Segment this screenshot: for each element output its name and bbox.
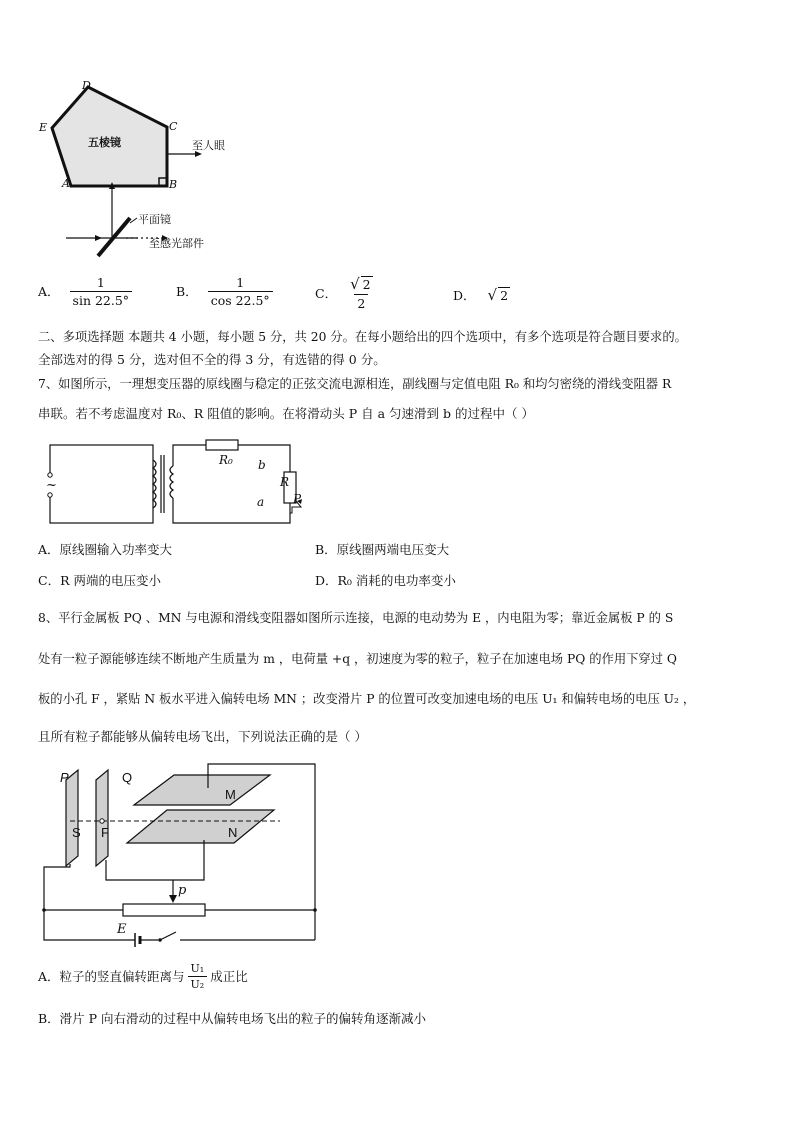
label-hole-f: F	[101, 825, 109, 840]
label-r0: R₀	[219, 453, 233, 467]
fraction	[208, 275, 273, 308]
plate-q	[96, 770, 108, 866]
deflection-circuit	[40, 760, 325, 950]
q8-line2: 处有一粒子源能够连续不断地产生质量为 m ，电荷量 +q ，初速度为零的粒子，粒子在加速电场 PQ 的作用下穿过 Q	[38, 652, 677, 666]
q7-option-d: D．R₀ 消耗的电功率变小	[315, 573, 456, 588]
option-letter: A．	[38, 284, 60, 299]
prism-label: 五棱镜	[88, 136, 121, 149]
q8-line1: 8、平行金属板 PQ 、MN 与电源和滑线变阻器如图所示连接，电源的电动势为 E ，内电阻为零；靠近金属板 P 的 S	[38, 611, 674, 625]
fraction-u1-u2	[188, 962, 208, 991]
section2-line1: 二、多项选择题 本题共 4 小题，每小题 5 分，共 20 分。在每小题给出的四个选项中，有多个选项是符合题目要求的。	[38, 330, 687, 344]
numerator: 1	[96, 275, 105, 290]
q6-option-b	[176, 275, 273, 308]
vertex-b: B	[169, 178, 178, 191]
to-sensor-label: 至感光部件	[149, 237, 204, 250]
denominator: U₂	[188, 976, 208, 991]
label-b: b	[258, 458, 266, 472]
label-p: P	[293, 492, 302, 506]
plate-n	[127, 810, 274, 843]
fraction	[347, 275, 376, 311]
q8-option-a	[38, 962, 248, 991]
option-letter: D．	[453, 287, 476, 303]
resistor-r0	[206, 440, 238, 450]
q8-option-b: B．滑片 P 向右滑动的过程中从偏转电场飞出的粒子的偏转角逐渐减小	[38, 1011, 427, 1026]
q6-option-a	[38, 275, 132, 308]
q7-option-c: C．R 两端的电压变小	[38, 573, 161, 588]
option-letter: C．	[315, 285, 338, 301]
q7-option-a: A．原线圈输入功率变大	[38, 542, 173, 557]
q7-line1: 7、如图所示，一理想变压器的原线圈与稳定的正弦交流电源相连，副线圈与定值电阻 R₀ 和均匀密绕的滑线变阻器 R	[38, 377, 672, 391]
section2-line2: 全部选对的得 5 分，选对但不全的得 3 分，有选错的得 0 分。	[38, 352, 386, 367]
to-eye-label: 至人眼	[192, 139, 225, 152]
slide-rheostat	[123, 904, 205, 916]
label-plate-m: M	[225, 787, 236, 802]
q7-option-b: B．原线圈两端电压变大	[315, 542, 450, 557]
source-symbol: ~	[46, 478, 57, 493]
vertex-a: A	[62, 177, 70, 190]
pentaprism-figure	[30, 75, 250, 260]
option-a-pre: A．粒子的竖直偏转距离与	[38, 969, 185, 985]
denominator: cos 22.5°	[208, 291, 273, 308]
label-plate-n: N	[228, 825, 238, 840]
label-emf-e: E	[117, 922, 127, 937]
mirror-label: 平面镜	[138, 213, 171, 226]
plane-mirror	[98, 218, 130, 256]
option-a-post: 成正比	[210, 969, 248, 985]
vertex-e: E	[39, 121, 48, 134]
option-letter: B．	[176, 284, 198, 299]
q6-option-c	[315, 275, 376, 311]
fraction	[70, 275, 133, 308]
transformer-circuit	[40, 435, 310, 535]
plate-m	[134, 775, 270, 805]
sqrt-value: √ 2	[487, 286, 509, 304]
vertex-c: C	[169, 120, 178, 133]
q7-line2: 串联。若不考虑温度对 R₀、R 阻值的影响。在将滑动头 P 自 a 匀速滑到 b 的过程中（ ）	[38, 406, 534, 421]
numerator: √ 2	[350, 275, 371, 293]
numerator: 1	[236, 275, 245, 290]
denominator: 2	[354, 294, 368, 311]
denominator: sin 22.5°	[70, 291, 133, 308]
label-source-s: S	[72, 825, 81, 840]
q8-line4: 且所有粒子都能够从偏转电场飞出，下列说法正确的是（ ）	[38, 729, 367, 744]
numerator: U₁	[190, 962, 205, 975]
label-r: R	[280, 475, 290, 489]
label-a: a	[257, 495, 265, 509]
q8-line3: 板的小孔 F ，紧贴 N 板水平进入偏转电场 MN ；改变滑片 P 的位置可改变加速电场的电压 U₁ 和偏转电场的电压 U₂ ，	[38, 692, 696, 706]
vertex-d: D	[82, 79, 91, 92]
q6-option-d	[453, 286, 510, 304]
label-plate-p: P	[60, 770, 69, 785]
label-plate-q: Q	[122, 770, 133, 785]
label-slider-p: p	[178, 883, 187, 898]
